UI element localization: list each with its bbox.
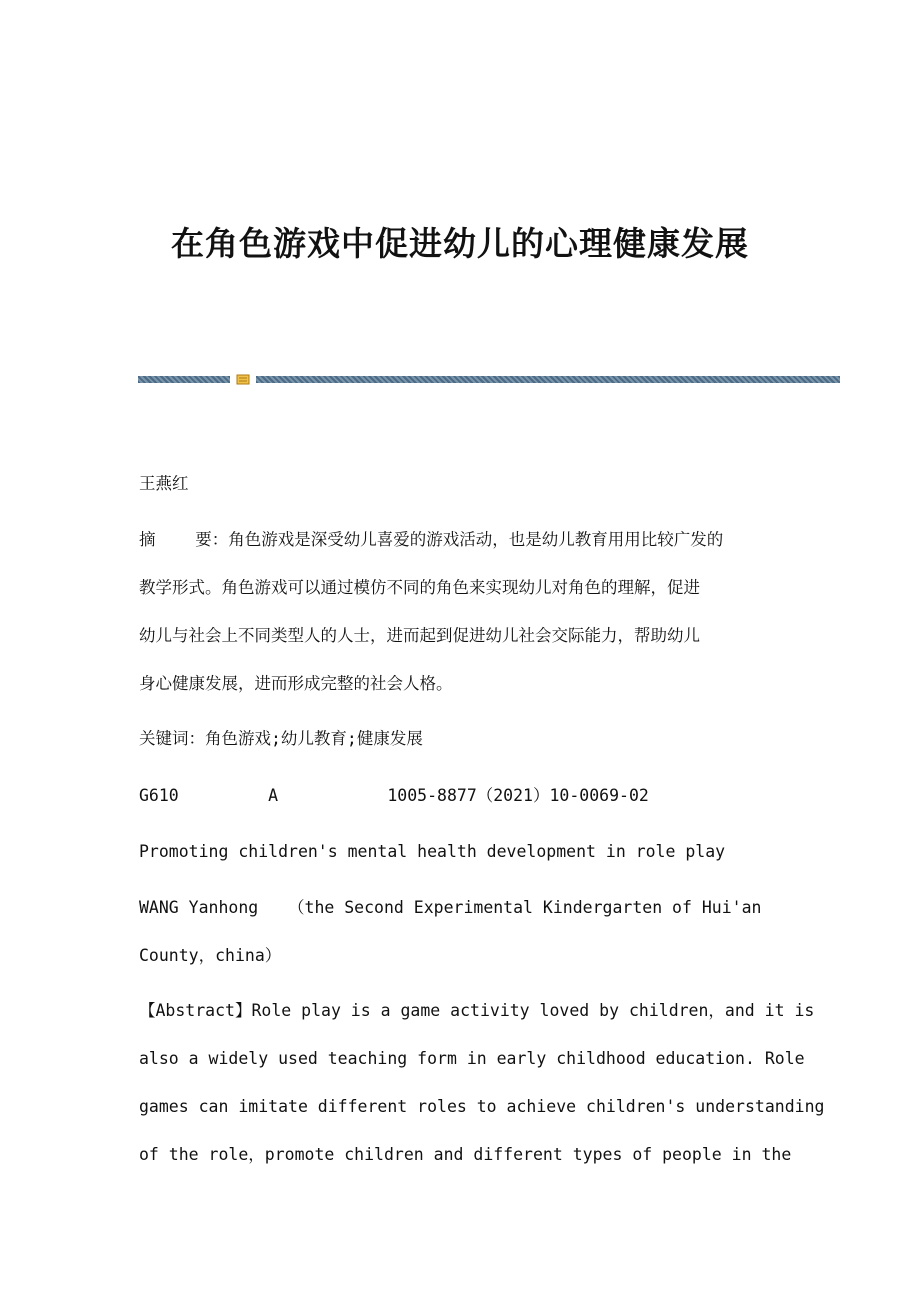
author-name: 王燕红: [139, 474, 189, 493]
abstract-cn-line: 幼儿与社会上不同类型人的人士，进而起到促进幼儿社会交际能力，帮助幼儿: [139, 626, 700, 645]
abstract-cn: [139, 516, 789, 708]
classification-codes: G610 A 1005-8877（2021）10-0069-02: [139, 786, 649, 805]
page-title: 在角色游戏中促进幼儿的心理健康发展: [171, 224, 749, 263]
keywords: 关键词：角色游戏;幼儿教育;健康发展: [139, 729, 423, 748]
author-en-line: WANG Yanhong （the Second Experimental Kindergarten of Hui'an: [139, 898, 762, 917]
abstract-en-line: games can imitate different roles to achieve children's understanding: [139, 1097, 825, 1116]
title-divider: [138, 374, 840, 386]
abstract-cn-line: 教学形式。角色游戏可以通过模仿不同的角色来实现幼儿对角色的理解，促进: [139, 578, 700, 597]
author-en-line: County，china）: [139, 946, 282, 965]
english-author-affiliation: [139, 884, 789, 980]
abstract-cn-line: 身心健康发展，进而形成完整的社会人格。: [139, 674, 453, 693]
abstract-en-line: also a widely used teaching form in early childhood education. Role: [139, 1049, 805, 1068]
divider-ornament-icon: [236, 374, 250, 385]
divider-bar-right: [256, 376, 840, 383]
abstract-cn-line: 摘 要：角色游戏是深受幼儿喜爱的游戏活动，也是幼儿教育用用比较广发的: [139, 530, 724, 549]
english-title: Promoting children's mental health development in role play: [139, 842, 726, 861]
abstract-en: [139, 987, 825, 1179]
abstract-en-line: 【Abstract】Role play is a game activity loved by children，and it is: [139, 1001, 815, 1020]
abstract-en-line: of the role，promote children and different types of people in the: [139, 1145, 792, 1164]
divider-bar-left: [138, 376, 230, 383]
